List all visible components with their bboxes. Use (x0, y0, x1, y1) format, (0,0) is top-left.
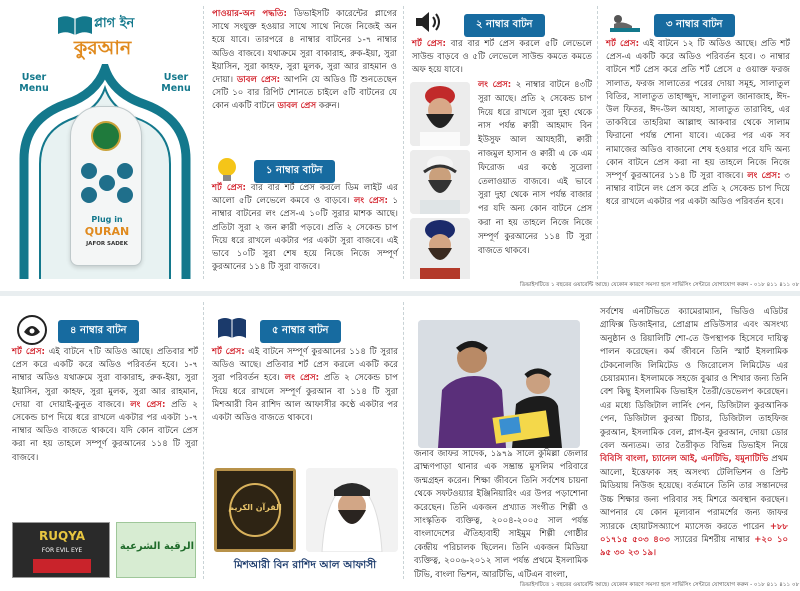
double-press-end: করুন। (318, 101, 340, 112)
button1-short-text: বার বার শর্ট প্রেস করলে ডিম লাইট এর আলো ৫টি লেভেলে কমবে ও বাড়বে। (212, 183, 398, 207)
prayer-icon (608, 10, 642, 34)
button2-long-text: ২ নাম্বার বাটনে ৪৩টি সুরা আছে। প্রতি ২ সেকেন্ড চাপ দিয়ে ধরে রাখলে সুরা দুহা থেকে নাস পর্যন্ত ক্বারী আহমাদ বিন ইউসুফ আল আযহারী, ক্বারী নাজমুল হাসান ও ক্বারী এ কে এম ফিরোজ এর কণ্ঠে সুরেলা তেলাওয়াত বাজবে। এই ভাবে সুরা দুহা থেকে নাস পর্যন্ত বাজার পর যদি অন্য কোন বাটনে প্রেস করা না হয় তাহলে নিজে নিজে সম্পূর্ণ কুরআনের ১১৪ টি সুরা বাজতে থাকবে। (478, 79, 592, 255)
button5-long-label: লং প্রেস: (284, 373, 320, 384)
bio-phone-1: +৮৮ ০১৭১৫ ৫০৩ ৪০৩ (600, 521, 788, 545)
logo-header (6, 6, 204, 66)
button2-panel (406, 6, 598, 279)
button4-title: ৪ নাম্বার বাটন (58, 320, 139, 343)
bio-right-part-b: প্রথম আলো, ইত্তেফাক সহ অসংখ্য টেলিভিশন ও প্রিন্ট মিডিয়ায় নিউজ হয়েছে। বর্তমানে তিনি তার সন্তানদের উচ্চ শিক্ষার জন্য পরিবার সহ মিশরে অবস্থান করছেন। আপনার যে কোন মূল্যবান পরামর্শের জন্য জাফর স্যারকে হোয়াটসঅ্যাপে ম্যাসেজ করতে পারেন (600, 454, 788, 532)
intro-label: পাওয়ার-অন পদ্ধতি: (212, 9, 287, 19)
ruqya-cover-title: RUQYA (38, 529, 85, 543)
button3-long-text: ৩ নাম্বার বাটনে লং প্রেস করে প্রতি ২ সেকেন্ড চাপ দিয়ে ধরে রাখলে একটার পর একটা অডিও পরিবর্তন হবে। (606, 171, 791, 208)
button3-long-label: লং প্রেস: (747, 171, 781, 182)
button4-long-text: প্রতি ২ সেকেন্ড চাপ দিয়ে ধরে রাখলে একটার পর একটা ১-৭ নাম্বার অডিও বাজতে থাকবে। যদি কোন বাটনে প্রেস করা না হয় তাহলে সম্পূর্ণ কুরআনের ১১৪ টি সুরা বাজবে। (12, 399, 199, 463)
button2-short-label: শর্ট প্রেস: (412, 39, 446, 49)
bio-phone-2: +২০ ১০ ৯৫ ৩০ ২৩ ১৯। (600, 534, 788, 559)
quran-book-icon (216, 314, 248, 342)
logo-title-line2: কুরআন (74, 37, 132, 59)
intro-body: ডিভাইসটি কারেন্টের প্লাগের সাথে সংযুক্ত হওয়ার সাথে সাথে নিজে নিজেই অন হয়ে যাবে। তারপরে ৪ নাম্বার বাটনের ১-৭ নাম্বার অডিও বাজবে। যথাক্রমে সুরা বাকারাহ, রুক-ইয়া, সুরা ইয়াসিন, সুরা কাহফ, সুরা মুলক, সুরা আর রাহমান ও দোয়া। (212, 9, 398, 86)
reciter-photo-3 (410, 218, 470, 279)
button2-long (472, 78, 598, 257)
button2-short-text: বার বার শর্ট প্রেস করলে ৫টি লেভেলে সাউন্ড বাড়বে ও ৫টি লেভেলে সাউন্ড কমতে কমতে অফ হয়ে যাবে। (412, 39, 593, 76)
double-press-text: আপনি যে অডিও টি শুনতেছেন সেটি ১০ বার রিপিট শোনতে চাইলে ৫টি বাটনের যে কোন একটি বাটনে (212, 75, 397, 112)
reciter-photo-1 (410, 82, 470, 146)
double-press-highlight: ডাবল প্রেস (277, 101, 317, 112)
device-brand-3: JAFOR SADEK (86, 241, 128, 247)
bio-channels: বিবিসি বাংলা, চ্যানেল আই, এনটিভি, যমুনাটিভি (600, 454, 769, 465)
button3-title: ৩ নাম্বার বাটন (654, 14, 735, 37)
ruqya-book-cover-1 (12, 522, 110, 578)
ruqya-arabic-title: الرقية الشرعية (119, 541, 195, 552)
button5-short-label: শর্ট প্রেস: (212, 347, 245, 357)
button1-title: ১ নাম্বার বাটন (254, 160, 335, 183)
ruqya-emblem-icon (16, 314, 48, 346)
intro-panel (206, 6, 404, 279)
speaker-icon (414, 10, 444, 34)
button4-panel (6, 302, 204, 579)
bio-text-right (594, 306, 794, 561)
double-press-label: ডাবল প্রেস: (236, 75, 281, 86)
logo-title-line1: প্লাগ ইন (94, 16, 135, 31)
button1-text (206, 182, 404, 274)
quran-cover-arabic: القرآن الكريم (228, 503, 282, 512)
logo-panel (6, 6, 204, 279)
device-emblem (91, 121, 121, 151)
button5-panel (206, 302, 404, 579)
top-sheet (0, 0, 800, 291)
reciter-name: মিশআরী বিন রাশিদ আল আফাসী (233, 559, 377, 571)
button1-long-label: লং প্রেস: (353, 196, 388, 207)
founder-photo (418, 320, 580, 448)
intro-text (206, 6, 403, 114)
bottom-sheet (0, 296, 800, 591)
button5-title: ৫ নাম্বার বাটন (260, 320, 341, 343)
button4-text (6, 346, 204, 465)
button1-long-text: ১ নাম্বার বাটনের লং প্রেস-এ ১০টি সুরার মাশক আছে। প্রতিটা সুরা ২ জন ক্বারী পড়বে। প্রতি ২ সেকেন্ড চাপ দিয়ে ধরে রাখলে একটার পর একটা সুরা বাজবে। এই ভাবে ১০টি সুরা শেষ হয়ে নিজে নিজে সম্পূর্ণ কুরআনের ১১৪ টি সুরা বাজবে। (212, 196, 399, 273)
bio-tail: স্যারের মিশরীয় নাম্বার (674, 534, 750, 545)
ruqya-book-cover-2 (116, 522, 196, 578)
device-brand-1: Plug in (91, 215, 123, 224)
top-footer: ডিভাইসটিতে ১ বছরের ওয়ারেন্টি আছে। যেকোন কারণে সমস্যা হলে সার্ভিসিং সেন্টারে যোগাযোগ করুন - ০১৮ ৪১১ ৪১১ ০৮ (520, 282, 800, 288)
device-buttons (79, 159, 135, 205)
quran-cover (214, 468, 296, 552)
button5-short-text: এই বাটনে সম্পূর্ণ কুরআনের ১১৪ টি সুরার অডিও আছে। প্রতিবার শর্ট প্রেস করলে একটি করে সুরা পরিবর্তন হবে। (212, 347, 398, 384)
button4-long-label: লং প্রেস: (130, 399, 166, 410)
button2-long-label: লং প্রেস: (478, 79, 512, 89)
button1-short-label: শর্ট প্রেস: (212, 183, 246, 193)
button4-short-text: এই বাটনে ৭টি অডিও আছে। প্রতিবার শর্ট প্রেস করে একটি করে অডিও পরিবর্তন হবে। ১-৭ নাম্বার অডিও যথাক্রমে সুরা বাকারাহ, রুক-ইয়া, সুরা ইয়াসিন, সুরা কাহফ, সুরা মুলক, সুরা আর রাহমান, দোয়া বা দোয়াই-কুনুত বাজবে। (12, 347, 198, 410)
button5-text (206, 346, 404, 425)
plug-in-quran-device (70, 106, 142, 266)
button2-short (406, 38, 598, 78)
button5-long-text: প্রতি ২ সেকেন্ড চাপ দিয়ে ধরে রাখলে সম্পূর্ণ কুরআন বা ১১৪ টি সুরা মিশআরী বিন রাশিদ আল আফাসীর কণ্ঠে একটার পর একটা অডিও বাজতে থাকবে। (212, 373, 399, 424)
button2-title: ২ নাম্বার বাটন (464, 14, 545, 37)
user-menu-right: User Menu (161, 72, 191, 94)
button3-panel (600, 6, 796, 279)
button3-short-text: এই বাটনে ১২ টি অডিও আছে। প্রতি শর্ট প্রেস-এ একটি করে অডিও পরিবর্তন হবে। ৩ নাম্বার বাটনে শর্ট প্রেস করে প্রতি শর্ট প্রেসে ৫ ওয়াক্ত ফরজ সালাত, ফরজ সালাতের পরের দোয়া সমূহ, সালাতুল বিতির, সালাতুত তাহাজ্জুদ, সালাতুল জানাজাহ, ঈদ-উল ফিতর, ঈদ-উল আযহা, সালাতুত তারাবিহ, এর তাকবিরে তাহরিমা আল্লাহু আকবার থেকে সালাম ফিরানো পর্যন্ত শোনা যাবে। একের পর এক সব নামাজের অডিও বাজানো শেষ হওয়ার পরে যদি অন্য কোন বাটনে প্রেস করা না হয় তাহলে নিজে নিজে সম্পূর্ণ কুরআনের ১১৪ টি সুরা বাজবে। (606, 39, 790, 182)
bottom-footer: ডিভাইসটিতে ১ বছরের ওয়ারেন্টি আছে। যেকোন কারণে সমস্যা হলে সার্ভিসিং সেন্টারে যোগাযোগ করুন - ০১৮ ৪১১ ৪১১ ০৮ (520, 582, 800, 588)
bio-text-left: জনাব জাফর সাদেক, ১৯৭৯ সালে কুমিল্লা জেলার ব্রাহ্মণপাড়া থানার এক সম্ভ্রান্ত মুসলিম পরিবারে জন্মগ্রহন করেন। শিক্ষা জীবনে তিনি সর্বশেষ চায়না থেকে সফটওয়্যার ইঞ্জিনিয়ারিং এর উপর পড়াশোনা করেছেন। তিনি একজন প্রখ্যাত সংগীত শিল্পী ও সাংস্কৃতিক ব্যক্তিত্ব, ২০০৪-২০০৫ সাল পর্যন্ত বাংলাদেশের ঐতিহ্যবাহী সাইমুম শিল্পী গোষ্ঠীর কেন্দ্রীয় পরিচালক ছিলেন। তিনি একজন মিডিয়া ব্যক্তিত্ব, ২০০৬-২০১২ সাল পর্যন্ত প্রথমে ইসলামিক টিভি, বাংলা ভিশন, আরটিভি, এটিএন বাংলা, (414, 449, 588, 579)
reciter-photo-2 (410, 150, 470, 214)
ruqya-cover-subtitle: FOR EVIL EYE (41, 547, 83, 554)
button3-text (600, 38, 796, 210)
bio-panel (406, 302, 796, 579)
reciter-photo-afasy (306, 468, 398, 552)
button4-short-label: শর্ট প্রেস: (12, 347, 45, 357)
button3-short-label: শর্ট প্রেস: (606, 39, 640, 49)
bio-right-part-a: সর্বশেষ এনটিভিতে ক্যামেরাম্যান, ভিডিও এডিটর গ্রাফিক্স ডিজাইনার, প্রোগ্রাম প্রডিউসার এবং অসংখ্য অনুষ্ঠান ও রিয়ালিটি শো-তে উপস্থাপক হিসেবে দায়িত্ব পালন করেছেন। কর্ম জীবনে তিনি স্মার্ট ইসলামিক টেকনোলজি লিমিটেড ও জিরোলেস লিমিটেড এর চেয়ারম্যান। ইসলামকে সহজে বুঝার ও শিখার জন্য তিনি বেশ কিছু ইসলামিক ডিভাইস তৈরী/ডেভেলপ করেছেন। এর মধ্যে ডিজিটাল লার্নিং পেন, ডিজিটাল কুরআনিক পেন, ডিজিটাল কুরআ টিচার, ডিজিটাল তাহফিজ কুরআন, ইসলামিক বেল, প্লাগ-ইন কুরআন, দোয়া ডোর বেল অন্যতম। তার তৈরীকৃত বিভিন্ন ডিভাইস নিয়ে (600, 307, 788, 452)
device-brand-2: QURAN (84, 225, 130, 238)
user-menu-left: User Menu (19, 72, 49, 94)
